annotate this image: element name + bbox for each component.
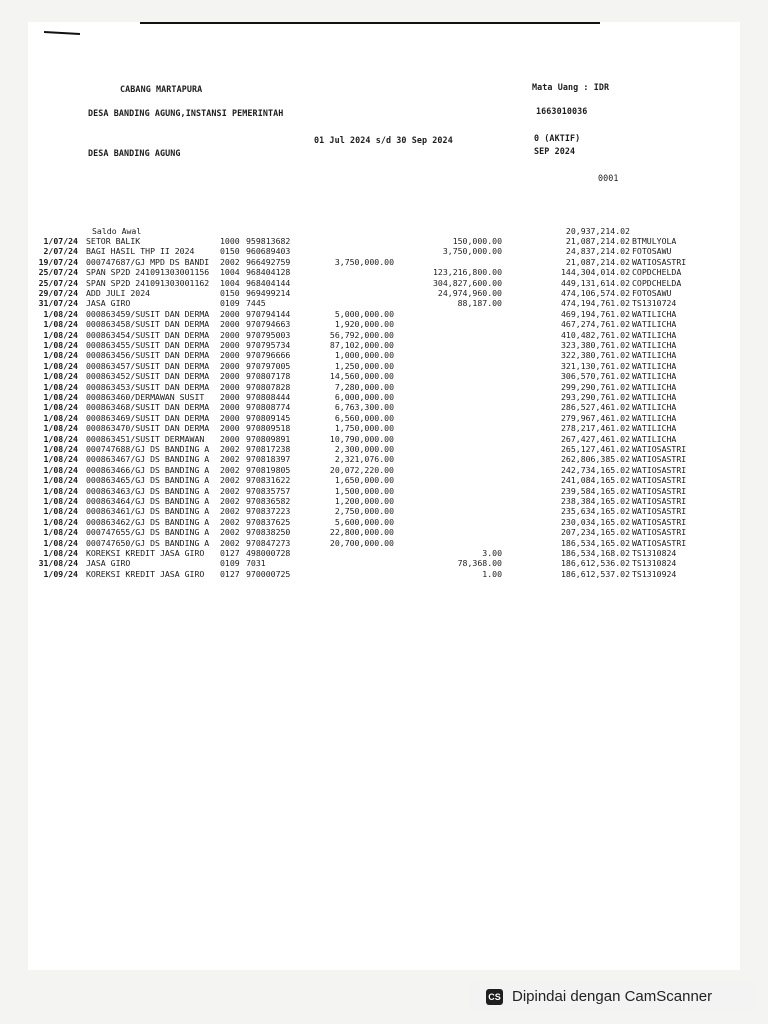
tx-user: WATILICHA	[632, 340, 677, 350]
tx-credit: 3.00	[482, 548, 502, 558]
tx-credit: 1.00	[482, 568, 502, 579]
tx-debit: 1,750,000.00	[334, 423, 394, 434]
tx-reference: 970797005	[246, 360, 291, 371]
tx-debit: 3,750,000.00	[334, 256, 394, 267]
tx-balance: 21,087,214.02	[565, 236, 630, 246]
tx-balance: 241,084,165.02	[560, 475, 630, 486]
tx-user: WATIOSASTRI	[632, 527, 687, 538]
table-row	[0, 413, 768, 423]
tx-date: 19/07/24	[38, 256, 78, 267]
camscanner-label: Dipindai dengan CamScanner	[512, 988, 713, 1005]
tx-balance: 186,612,536.02	[560, 558, 630, 569]
tx-description: 000863459/SUSIT DAN DERMA	[86, 308, 210, 319]
tx-user: TS1310824	[632, 548, 677, 558]
tx-balance: 235,634,165.02	[560, 506, 630, 517]
tx-code: 2000	[220, 392, 240, 402]
tx-reference: 498000728	[246, 548, 291, 558]
table-row	[0, 236, 768, 246]
tx-balance: 186,534,168.02	[560, 548, 630, 558]
table-row	[0, 496, 768, 506]
tx-credit: 304,827,600.00	[432, 277, 502, 288]
tx-description: 000863467/GJ DS BANDING A	[86, 454, 210, 465]
tx-user: WATIOSASTRI	[632, 496, 687, 506]
tx-balance: 207,234,165.02	[560, 527, 630, 538]
opening-label: Saldo Awal	[92, 226, 142, 236]
table-row	[0, 454, 768, 464]
tx-reference: 970808444	[246, 392, 291, 402]
tx-date: 1/08/24	[43, 475, 78, 486]
tx-balance: 469,194,761.02	[560, 308, 630, 319]
tx-code: 2002	[220, 496, 240, 506]
tx-user: WATILICHA	[632, 381, 677, 392]
tx-date: 1/08/24	[43, 329, 78, 340]
tx-reference: 970807178	[246, 371, 291, 382]
tx-reference: 970795734	[246, 340, 291, 350]
tx-description: 000747687/GJ MPD DS BANDI	[86, 256, 210, 267]
tx-user: WATILICHA	[632, 371, 677, 382]
table-row	[0, 506, 768, 516]
tx-code: 2000	[220, 360, 240, 371]
tx-debit: 5,600,000.00	[334, 516, 394, 527]
tx-user: WATIOSASTRI	[632, 444, 687, 454]
tx-user: WATILICHA	[632, 360, 677, 371]
tx-description: 000863462/GJ DS BANDING A	[86, 516, 210, 527]
tx-balance: 474,106,574.02	[560, 288, 630, 298]
tx-debit: 7,280,000.00	[334, 381, 394, 392]
tx-user: COPDCHELDA	[632, 267, 682, 278]
tx-date: 1/08/24	[43, 319, 78, 330]
camscanner-logo-icon: CS	[486, 989, 503, 1005]
tx-balance: 238,384,165.02	[560, 496, 630, 506]
tx-reference: 970796666	[246, 350, 291, 361]
tx-user: WATIOSASTRI	[632, 256, 687, 267]
tx-code: 2000	[220, 412, 240, 423]
tx-code: 2002	[220, 444, 240, 454]
tx-balance: 239,584,165.02	[560, 485, 630, 496]
tx-date: 1/08/24	[43, 548, 78, 558]
table-row	[0, 538, 768, 548]
tx-credit: 78,368.00	[457, 558, 502, 569]
tx-code: 0127	[220, 568, 240, 579]
table-row	[0, 330, 768, 340]
tx-date: 1/08/24	[43, 506, 78, 517]
tx-debit: 20,700,000.00	[329, 537, 394, 548]
tx-reference: 970817238	[246, 444, 291, 454]
tx-debit: 5,000,000.00	[334, 308, 394, 319]
tx-debit: 1,250,000.00	[334, 360, 394, 371]
tx-description: 000863463/GJ DS BANDING A	[86, 485, 210, 496]
account-number: 1663010036	[536, 106, 588, 116]
tx-balance: 262,806,385.02	[560, 454, 630, 465]
tx-code: 0150	[220, 288, 240, 298]
tx-description: BAGI HASIL THP II 2024	[86, 246, 195, 257]
tx-balance: 242,734,165.02	[560, 464, 630, 475]
tx-date: 1/08/24	[43, 444, 78, 454]
tx-debit: 2,321,076.00	[334, 454, 394, 465]
tx-date: 1/08/24	[43, 392, 78, 402]
tx-debit: 2,750,000.00	[334, 506, 394, 517]
table-row	[0, 267, 768, 277]
tx-code: 2002	[220, 537, 240, 548]
tx-user: WATILICHA	[632, 433, 677, 444]
tx-debit: 1,200,000.00	[334, 496, 394, 506]
tx-code: 2000	[220, 433, 240, 444]
tx-balance: 144,304,014.02	[560, 267, 630, 278]
tx-reference: 970837625	[246, 516, 291, 527]
tx-description: 000863454/SUSIT DAN DERMA	[86, 329, 210, 340]
tx-user: WATILICHA	[632, 412, 677, 423]
tx-reference: 970795003	[246, 329, 291, 340]
opening-balance: 20,937,214.02	[565, 226, 630, 236]
tx-user: WATILICHA	[632, 329, 677, 340]
tx-date: 25/07/24	[38, 267, 78, 278]
statement-period: 01 Jul 2024 s/d 30 Sep 2024	[314, 135, 453, 145]
table-row	[0, 246, 768, 256]
tx-debit: 1,000,000.00	[334, 350, 394, 361]
table-row	[0, 569, 768, 579]
tx-code: 0109	[220, 298, 240, 309]
tx-balance: 474,194,761.02	[560, 298, 630, 309]
tx-reference: 970807828	[246, 381, 291, 392]
tx-user: WATIOSASTRI	[632, 454, 687, 465]
tx-user: WATILICHA	[632, 402, 677, 413]
table-row	[0, 475, 768, 485]
tx-code: 0109	[220, 558, 240, 569]
tx-debit: 1,500,000.00	[334, 485, 394, 496]
tx-description: 000863469/SUSIT DAN DERMA	[86, 412, 210, 423]
tx-description: SETOR BALIK	[86, 236, 141, 246]
table-row	[0, 548, 768, 558]
tx-user: WATIOSASTRI	[632, 537, 687, 548]
tx-code: 2002	[220, 506, 240, 517]
tx-reference: 970836582	[246, 496, 291, 506]
tx-description: SPAN SP2D 241091303001156	[86, 267, 210, 278]
tx-code: 1004	[220, 267, 240, 278]
tx-balance: 467,274,761.02	[560, 319, 630, 330]
tx-reference: 970794663	[246, 319, 291, 330]
tx-reference: 970818397	[246, 454, 291, 465]
tx-credit: 150,000.00	[452, 236, 502, 246]
tx-date: 1/08/24	[43, 412, 78, 423]
tx-description: 000863460/DERMAWAN SUSIT	[86, 392, 205, 402]
tx-description: 000863464/GJ DS BANDING A	[86, 496, 210, 506]
tx-code: 2000	[220, 423, 240, 434]
tx-credit: 3,750,000.00	[442, 246, 502, 257]
tx-code: 2000	[220, 350, 240, 361]
tx-date: 1/08/24	[43, 454, 78, 465]
tx-date: 1/08/24	[43, 360, 78, 371]
tx-code: 2002	[220, 485, 240, 496]
tx-date: 25/07/24	[38, 277, 78, 288]
tx-balance: 299,290,761.02	[560, 381, 630, 392]
tx-description: 000863456/SUSIT DAN DERMA	[86, 350, 210, 361]
tx-reference: 970809145	[246, 412, 291, 423]
tx-code: 2002	[220, 516, 240, 527]
tx-balance: 279,967,461.02	[560, 412, 630, 423]
tx-reference: 966492759	[246, 256, 291, 267]
tx-reference: 970809891	[246, 433, 291, 444]
tx-credit: 123,216,800.00	[432, 267, 502, 278]
account-status: 0 (AKTIF)	[534, 133, 581, 143]
tx-credit: 88,187.00	[457, 298, 502, 309]
tx-date: 1/08/24	[43, 433, 78, 444]
tx-date: 1/08/24	[43, 485, 78, 496]
tx-description: JASA GIRO	[86, 298, 131, 309]
tx-code: 2002	[220, 527, 240, 538]
tx-debit: 10,790,000.00	[329, 433, 394, 444]
tx-balance: 186,612,537.02	[560, 568, 630, 579]
tx-debit: 6,763,300.00	[334, 402, 394, 413]
tx-code: 2002	[220, 454, 240, 465]
tx-balance: 278,217,461.02	[560, 423, 630, 434]
table-row	[0, 298, 768, 308]
tx-balance: 265,127,461.02	[560, 444, 630, 454]
tx-reference: 968404144	[246, 277, 291, 288]
tx-code: 2000	[220, 308, 240, 319]
tx-debit: 1,650,000.00	[334, 475, 394, 486]
tx-balance: 323,380,761.02	[560, 340, 630, 350]
tx-description: 000863470/SUSIT DAN DERMA	[86, 423, 210, 434]
tx-date: 1/08/24	[43, 496, 78, 506]
tx-code: 2000	[220, 402, 240, 413]
tx-balance: 449,131,614.02	[560, 277, 630, 288]
tx-reference: 970831622	[246, 475, 291, 486]
tx-date: 1/08/24	[43, 340, 78, 350]
tx-date: 29/07/24	[38, 288, 78, 298]
tx-user: WATIOSASTRI	[632, 464, 687, 475]
tx-date: 1/08/24	[43, 350, 78, 361]
table-row	[0, 361, 768, 371]
tx-description: 000863451/SUSIT DERMAWAN	[86, 433, 205, 444]
tx-code: 2002	[220, 256, 240, 267]
tx-code: 2002	[220, 475, 240, 486]
tx-debit: 87,102,000.00	[329, 340, 394, 350]
tx-balance: 24,837,214.02	[565, 246, 630, 257]
tx-description: ADD JULI 2024	[86, 288, 151, 298]
tx-reference: 959813682	[246, 236, 291, 246]
tx-balance: 21,087,214.02	[565, 256, 630, 267]
table-row	[0, 382, 768, 392]
tx-description: 000747650/GJ DS BANDING A	[86, 537, 210, 548]
tx-code: 2000	[220, 371, 240, 382]
tx-user: WATILICHA	[632, 350, 677, 361]
tx-debit: 22,800,000.00	[329, 527, 394, 538]
table-row	[0, 340, 768, 350]
tx-date: 1/08/24	[43, 527, 78, 538]
tx-user: WATIOSASTRI	[632, 475, 687, 486]
tx-code: 0127	[220, 548, 240, 558]
tx-user: WATIOSASTRI	[632, 516, 687, 527]
page-number: 0001	[598, 173, 619, 183]
tx-description: 000863452/SUSIT DAN DERMA	[86, 371, 210, 382]
tx-debit: 2,300,000.00	[334, 444, 394, 454]
account-address: DESA BANDING AGUNG	[88, 148, 181, 158]
tx-balance: 293,290,761.02	[560, 392, 630, 402]
tx-date: 1/08/24	[43, 308, 78, 319]
table-row	[0, 257, 768, 267]
tx-description: KOREKSI KREDIT JASA GIRO	[86, 548, 205, 558]
tx-balance: 286,527,461.02	[560, 402, 630, 413]
statement-month: SEP 2024	[534, 146, 576, 156]
tx-reference: 960689403	[246, 246, 291, 257]
tx-date: 1/07/24	[43, 236, 78, 246]
tx-description: 000863465/GJ DS BANDING A	[86, 475, 210, 486]
tx-code: 0150	[220, 246, 240, 257]
tx-reference: 970837223	[246, 506, 291, 517]
tx-code: 2000	[220, 329, 240, 340]
tx-user: TS1310924	[632, 568, 677, 579]
tx-date: 1/08/24	[43, 516, 78, 527]
table-row	[0, 350, 768, 360]
account-name: DESA BANDING AGUNG,INSTANSI PEMERINTAH	[88, 108, 284, 118]
tx-code: 2000	[220, 319, 240, 330]
tx-balance: 306,570,761.02	[560, 371, 630, 382]
tx-reference: 970847273	[246, 537, 291, 548]
table-row	[0, 402, 768, 412]
tx-user: WATIOSASTRI	[632, 485, 687, 496]
tx-date: 1/08/24	[43, 402, 78, 413]
tx-debit: 14,560,000.00	[329, 371, 394, 382]
tx-balance: 321,130,761.02	[560, 360, 630, 371]
tx-debit: 6,560,000.00	[334, 412, 394, 423]
tx-balance: 186,534,165.02	[560, 537, 630, 548]
table-row	[0, 486, 768, 496]
tx-date: 2/07/24	[43, 246, 78, 257]
table-row	[0, 517, 768, 527]
tx-description: 000863455/SUSIT DAN DERMA	[86, 340, 210, 350]
currency-label: Mata Uang : IDR	[532, 82, 610, 92]
tx-description: 000747688/GJ DS BANDING A	[86, 444, 210, 454]
branch-name: CABANG MARTAPURA	[120, 84, 203, 94]
tx-balance: 410,482,761.02	[560, 329, 630, 340]
table-row	[0, 371, 768, 381]
tx-balance: 322,380,761.02	[560, 350, 630, 361]
tx-description: 000863461/GJ DS BANDING A	[86, 506, 210, 517]
top-rule	[140, 22, 600, 24]
tx-balance: 230,034,165.02	[560, 516, 630, 527]
tx-date: 1/08/24	[43, 537, 78, 548]
tx-description: 000863457/SUSIT DAN DERMA	[86, 360, 210, 371]
tx-date: 1/08/24	[43, 381, 78, 392]
tx-user: FOTOSAWU	[632, 288, 672, 298]
tx-reference: 970835757	[246, 485, 291, 496]
tx-user: WATIOSASTRI	[632, 506, 687, 517]
tx-description: SPAN SP2D 241091303001162	[86, 277, 210, 288]
tx-user: WATILICHA	[632, 392, 677, 402]
table-row	[0, 288, 768, 298]
tx-date: 1/08/24	[43, 423, 78, 434]
tx-code: 2000	[220, 381, 240, 392]
tx-code: 1004	[220, 277, 240, 288]
tx-user: FOTOSAWU	[632, 246, 672, 257]
tx-credit: 24,974,960.00	[437, 288, 502, 298]
tx-code: 2002	[220, 464, 240, 475]
tx-description: KOREKSI KREDIT JASA GIRO	[86, 568, 205, 579]
tx-user: COPDCHELDA	[632, 277, 682, 288]
tx-description: 000863453/SUSIT DAN DERMA	[86, 381, 210, 392]
table-row	[0, 423, 768, 433]
tx-description: 000863458/SUSIT DAN DERMA	[86, 319, 210, 330]
tx-user: BTMULYOLA	[632, 236, 677, 246]
table-row	[0, 319, 768, 329]
tx-description: JASA GIRO	[86, 558, 131, 569]
tx-reference: 970838250	[246, 527, 291, 538]
tx-reference: 968404128	[246, 267, 291, 278]
tx-reference: 7031	[246, 558, 266, 569]
tx-date: 31/08/24	[38, 558, 78, 569]
table-row	[0, 434, 768, 444]
tx-user: TS1310824	[632, 558, 677, 569]
tx-reference: 7445	[246, 298, 266, 309]
tx-reference: 970794144	[246, 308, 291, 319]
tx-debit: 6,000,000.00	[334, 392, 394, 402]
opening-balance-row	[0, 226, 768, 236]
tx-user: WATILICHA	[632, 319, 677, 330]
table-row	[0, 527, 768, 537]
tx-date: 31/07/24	[38, 298, 78, 309]
table-row	[0, 392, 768, 402]
tx-reference: 970809518	[246, 423, 291, 434]
tx-date: 1/09/24	[43, 568, 78, 579]
tx-date: 1/08/24	[43, 464, 78, 475]
tx-description: 000863468/SUSIT DAN DERMA	[86, 402, 210, 413]
tx-reference: 970000725	[246, 568, 291, 579]
tx-balance: 267,427,461.02	[560, 433, 630, 444]
table-row	[0, 278, 768, 288]
tx-date: 1/08/24	[43, 371, 78, 382]
camscanner-badge	[470, 982, 756, 1012]
tx-user: WATILICHA	[632, 423, 677, 434]
tx-reference: 970808774	[246, 402, 291, 413]
tx-code: 1000	[220, 236, 240, 246]
tx-code: 2000	[220, 340, 240, 350]
tx-user: TS1310724	[632, 298, 677, 309]
tx-description: 000863466/GJ DS BANDING A	[86, 464, 210, 475]
tx-user: WATILICHA	[632, 308, 677, 319]
tx-debit: 1,920,000.00	[334, 319, 394, 330]
table-row	[0, 309, 768, 319]
tx-debit: 56,792,000.00	[329, 329, 394, 340]
table-row	[0, 558, 768, 568]
tx-reference: 970819805	[246, 464, 291, 475]
table-row	[0, 444, 768, 454]
tx-description: 000747655/GJ DS BANDING A	[86, 527, 210, 538]
tx-debit: 20,072,220.00	[329, 464, 394, 475]
tx-reference: 969499214	[246, 288, 291, 298]
table-row	[0, 465, 768, 475]
